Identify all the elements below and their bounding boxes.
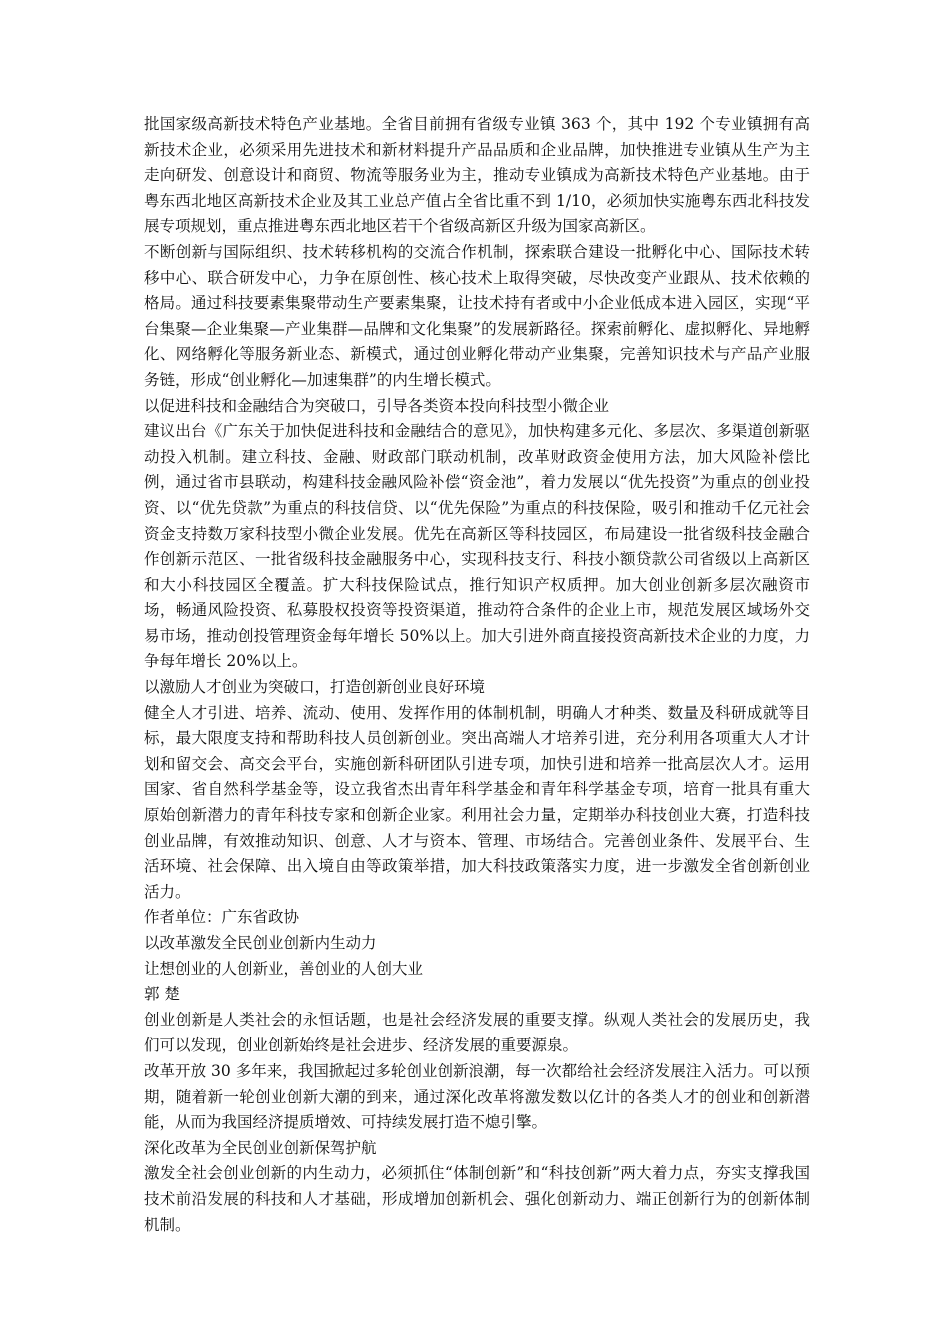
document-body <box>144 112 810 1238</box>
paragraph-hightech-bases: 批国家级高新技术特色产业基地。全省目前拥有省级专业镇 363 个，其中 192 个专业镇拥有高新技术企业，必须采用先进技术和新材料提升产品品质和企业品牌，加快推进专业镇从生产为主走向研发、创意设计和商贸、物流等服务业为主，推动专业镇成为高新技术特色产业基地。由于粤东西北地区高新技术企业及其工业总产值占全省比重不到 1/10，必须加快实施粤东西北科技发展专项规划，重点推进粤东西北地区若干个省级高新区升级为国家高新区。 <box>144 115 810 236</box>
heading-finance: 以促进科技和金融结合为突破口，引导各类资本投向科技型小微企业 <box>144 396 610 415</box>
paragraph-international-cooperation: 不断创新与国际组织、技术转移机构的交流合作机制，探索联合建设一批孵化中心、国际技术转移中心、联合研发中心，力争在原创性、核心技术上取得突破，尽快改变产业跟从、技术依赖的格局。通过科技要素集聚带动生产要素集聚，让技术持有者或中小企业低成本进入园区，实现“平台集聚—企业集聚—产业集群—品牌和文化集聚”的发展新路径。探索前孵化、虚拟孵化、异地孵化、网络孵化等服务新业态、新模式，通过创业孵化带动产业集聚，完善知识技术与产品产业服务链，形成“创业孵化—加速集群”的内生增长模式。 <box>144 242 810 389</box>
paragraph-talent: 健全人才引进、培养、流动、使用、发挥作用的体制机制，明确人才种类、数量及科研成就等目标，最大限度支持和帮助科技人员创新创业。突出高端人才培养引进，充分利用各项重大人才计划和留交会、高交会平台，实施创新科研团队引进专项，加快引进和培养一批高层次人才。运用国家、省自然科学基金等，设立我省杰出青年科学基金和青年科学基金专项，培育一批具有重大原始创新潜力的青年科技专家和创新企业家。利用社会力量，定期举办科技创业大赛，打造科技创业品牌，有效推动知识、创意、人才与资本、管理、市场结合。完善创业条件、发展平台、生活环境、社会保障、出入境自由等政策举措，加大科技政策落实力度，进一步激发全省创新创业活力。 <box>144 703 810 901</box>
heading-talent: 以激励人才创业为突破口，打造创新创业良好环境 <box>144 678 486 697</box>
author-affiliation: 作者单位：广东省政协 <box>144 908 300 927</box>
paragraph-finance: 建议出台《广东关于加快促进科技和金融结合的意见》，加快构建多元化、多层次、多渠道创新驱动投入机制。建立科技、金融、财政部门联动机制，改革财政资金使用方法，加大风险补偿比例，通过省市县联动，构建科技金融风险补偿“资金池”，着力发展以“优先投资”为重点的创业投资、以“优先贷款”为重点的科技信贷、以“优先保险”为重点的科技保险，吸引和推动千亿元社会资金支持数万家科技型小微企业发展。优先在高新区等科技园区，布局建设一批省级科技金融合作创新示范区、一批省级科技金融服务中心，实现科技支行、科技小额贷款公司省级以上高新区和大小科技园区全覆盖。扩大科技保险试点，推行知识产权质押。加大创业创新多层次融资市场，畅通风险投资、私募股权投资等投资渠道，推动符合条件的企业上市，规范发展区域场外交易市场，推动创投管理资金每年增长 50%以上。加大引进外商直接投资高新技术企业的力度，力争每年增长 20%以上。 <box>144 422 810 671</box>
article-subtitle: 让想创业的人创新业，善创业的人创大业 <box>144 959 424 978</box>
article-title: 以改革激发全民创业创新内生动力 <box>144 934 377 952</box>
paragraph-deepen-reform: 激发全社会创业创新的内生动力，必须抓住“体制创新”和“科技创新”两大着力点，夯实支撑我国技术前沿发展的科技和人才基础，形成增加创新机会、强化创新动力、端正创新行为的创新体制机制。 <box>144 1164 810 1234</box>
article-author: 郭 楚 <box>144 985 180 1004</box>
heading-deepen-reform: 深化改革为全民创业创新保驾护航 <box>144 1138 377 1157</box>
paragraph-intro: 创业创新是人类社会的永恒话题，也是社会经济发展的重要支撑。纵观人类社会的发展历史，我们可以发现，创业创新始终是社会进步、经济发展的重要源泉。 <box>144 1010 810 1055</box>
paragraph-reform-history: 改革开放 30 多年来，我国掀起过多轮创业创新浪潮，每一次都给社会经济发展注入活力。可以预期，随着新一轮创业创新大潮的到来，通过深化改革将激发数以亿计的各类人才的创业和创新潜能，从而为我国经济提质增效、可持续发展打造不熄引擎。 <box>144 1061 810 1132</box>
